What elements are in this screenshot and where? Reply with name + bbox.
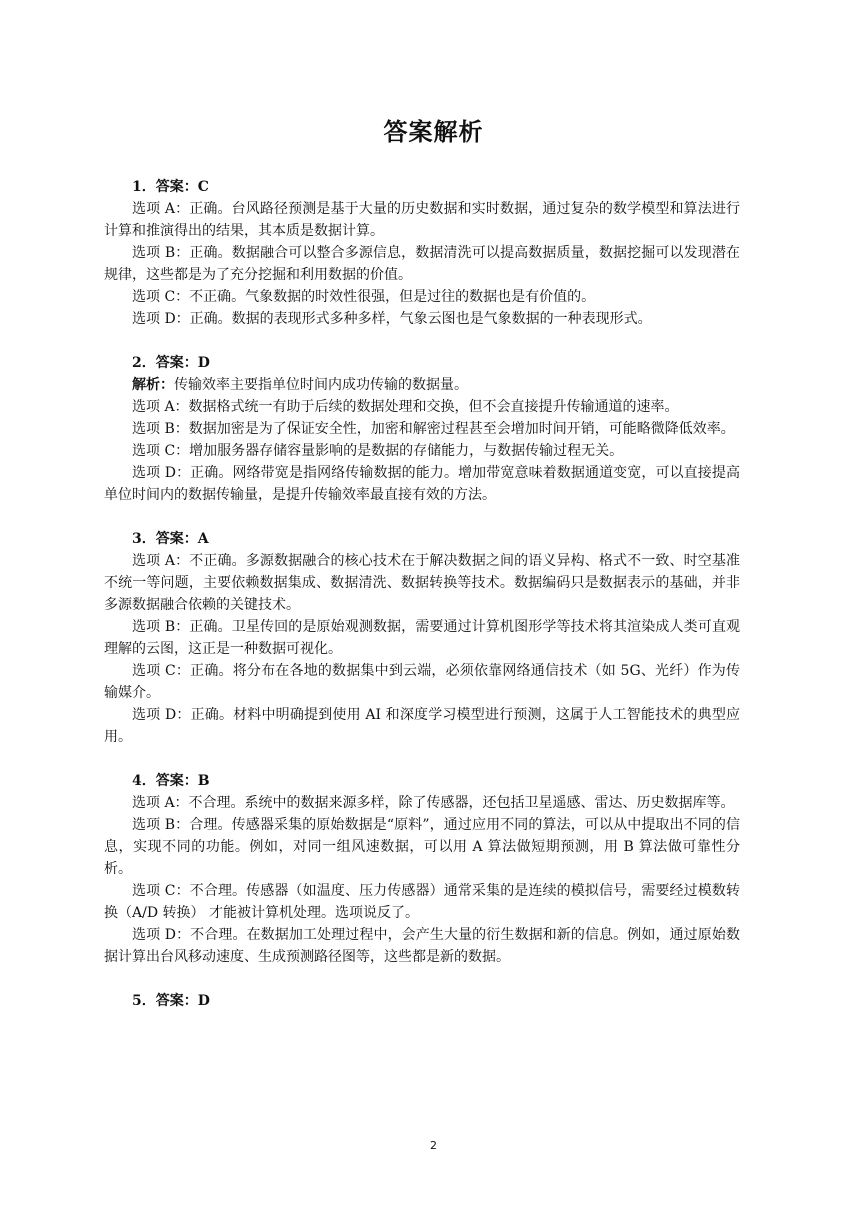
answer-heading: 5．答案：D (132, 993, 210, 1009)
analysis-paragraph (104, 374, 740, 396)
page-title: 答案解析 (383, 118, 484, 146)
option-explanation: 选项 B：正确。数据融合可以整合多源信息，数据清洗可以提高数据质量，数据挖掘可以发现潜在规律，这些都是为了充分挖掘和利用数据的价值。 (104, 245, 740, 283)
option-explanation: 选项 B：正确。卫星传回的是原始观测数据，需要通过计算机图形学等技术将其渲染成人类可直观理解的云图，这正是一种数据可视化。 (104, 619, 740, 657)
option-explanation: 选项 D：正确。材料中明确提到使用 AI 和深度学习模型进行预测，这属于人工智能技术的典型应用。 (104, 707, 740, 745)
answer-heading: 3．答案：A (132, 531, 209, 547)
option-explanation: 选项 C：不合理。传感器（如温度、压力传感器）通常采集的是连续的模拟信号，需要经过模数转换（A/D 转换） 才能被计算机处理。选项说反了。 (104, 883, 740, 921)
analysis-label: 解析： (132, 377, 174, 393)
question-3 (104, 528, 740, 748)
question-1 (104, 176, 740, 330)
option-explanation: 选项 A：不合理。系统中的数据来源多样，除了传感器，还包括卫星遥感、雷达、历史数据库等。 (132, 795, 735, 811)
analysis-text: 传输效率主要指单位时间内成功传输的数据量。 (174, 377, 468, 393)
option-explanation: 选项 B：合理。传感器采集的原始数据是“原料”，通过应用不同的算法，可以从中提取出不同的信息，实现不同的功能。例如，对同一组风速数据，可以用 A 算法做短期预测，用 B 算法做可靠性分析。 (104, 817, 740, 877)
option-explanation: 选项 D：不合理。在数据加工处理过程中，会产生大量的衍生数据和新的信息。例如，通过原始数据计算出台风移动速度、生成预测路径图等，这些都是新的数据。 (104, 927, 740, 965)
option-explanation: 选项 D：正确。网络带宽是指网络传输数据的能力。增加带宽意味着数据通道变宽，可以直接提高单位时间内的数据传输量，是提升传输效率最直接有效的方法。 (104, 465, 740, 503)
answer-list (104, 176, 740, 1034)
option-explanation: 选项 A：不正确。多源数据融合的核心技术在于解决数据之间的语义异构、格式不一致、时空基准不统一等问题，主要依赖数据集成、数据清洗、数据转换等技术。数据编码只是数据表示的基础，并非多源数据融合依赖的关键技术。 (104, 553, 740, 613)
option-explanation: 选项 A：数据格式统一有助于后续的数据处理和交换，但不会直接提升传输通道的速率。 (132, 399, 679, 415)
option-explanation: 选项 A：正确。台风路径预测是基于大量的历史数据和实时数据，通过复杂的数学模型和算法进行计算和推演得出的结果，其本质是数据计算。 (104, 201, 740, 239)
option-explanation: 选项 D：正确。数据的表现形式多种多样，气象云图也是气象数据的一种表现形式。 (132, 311, 652, 327)
page-number: 2 (430, 1139, 437, 1152)
option-explanation: 选项 C：不正确。气象数据的时效性很强，但是过往的数据也是有价值的。 (132, 289, 596, 305)
question-4 (104, 770, 740, 968)
answer-heading: 2．答案：D (132, 355, 210, 371)
option-explanation: 选项 C：正确。将分布在各地的数据集中到云端，必须依靠网络通信技术（如 5G、光纤）作为传输媒介。 (104, 663, 740, 701)
question-2 (104, 352, 740, 506)
answer-heading: 4．答案：B (132, 773, 210, 789)
answer-heading: 1．答案：C (132, 179, 209, 195)
question-5 (104, 990, 740, 1012)
option-explanation: 选项 C：增加服务器存储容量影响的是数据的存储能力，与数据传输过程无关。 (132, 443, 624, 459)
option-explanation: 选项 B：数据加密是为了保证安全性，加密和解密过程甚至会增加时间开销，可能略微降低效率。 (132, 421, 735, 437)
